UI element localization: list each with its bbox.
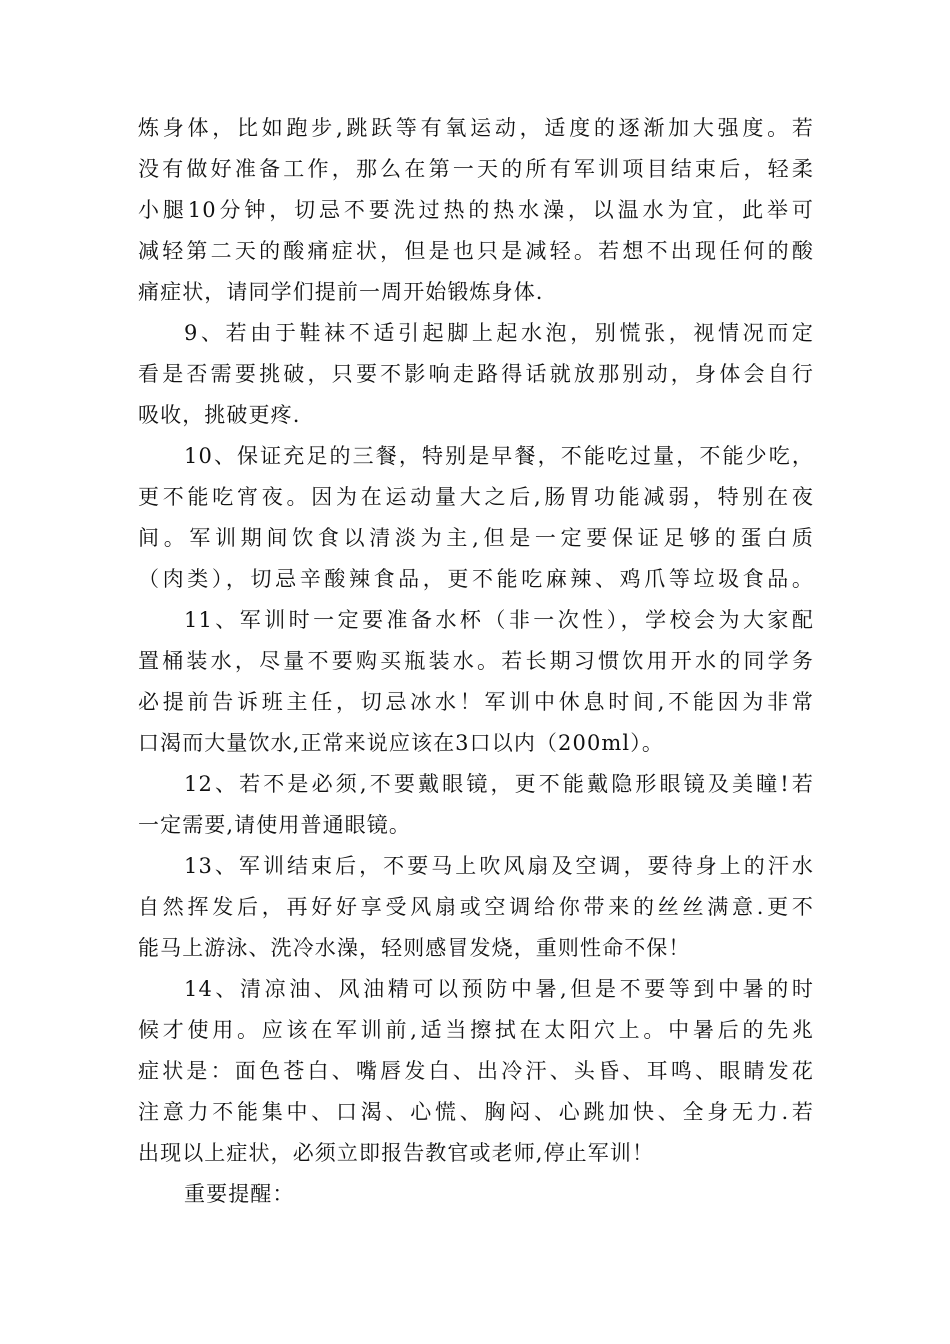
- paragraph-11-line: 11、军训时一定要准备水杯（非一次性），学校会为大家配: [184, 608, 814, 632]
- text-line: 更不能吃宵夜。因为在运动量大之后,肠胃功能减弱，特别在夜: [138, 485, 814, 509]
- text-line: 痛症状，请同学们提前一周开始锻炼身体.: [138, 280, 544, 304]
- text-line: 口渴而大量饮水,正常来说应该在3口以内（200ml）。: [138, 731, 664, 755]
- text-line: 炼身体，比如跑步,跳跃等有氧运动，适度的逐渐加大强度。若: [138, 116, 814, 140]
- text-line: 注意力不能集中、口渴、心慌、胸闷、心跳加快、全身无力.若: [138, 1100, 814, 1124]
- text-line: 没有做好准备工作，那么在第一天的所有军训项目结束后，轻柔: [138, 157, 814, 181]
- text-line: 能马上游泳、洗冷水澡，轻则感冒发烧，重则性命不保！: [138, 936, 691, 960]
- text-line: 症状是：面色苍白、嘴唇发白、出冷汗、头昏、耳鸣、眼睛发花: [138, 1059, 814, 1083]
- paragraph-9-line: 9、若由于鞋袜不适引起脚上起水泡，别慌张，视情况而定: [184, 321, 814, 345]
- text-line: 间。军训期间饮食以清淡为主,但是一定要保证足够的蛋白质: [138, 526, 814, 550]
- text-line: （肉类），切忌辛酸辣食品，更不能吃麻辣、鸡爪等垃圾食品。: [138, 567, 814, 591]
- paragraph-12-line: 12、若不是必须,不要戴眼镜，更不能戴隐形眼镜及美瞳!若: [184, 772, 814, 796]
- text-line: 置桶装水，尽量不要购买瓶装水。若长期习惯饮用开水的同学务: [138, 649, 814, 673]
- text-line: 必提前告诉班主任，切忌冰水！军训中休息时间,不能因为非常: [138, 690, 814, 714]
- text-line: 候才使用。应该在军训前,适当擦拭在太阳穴上。中暑后的先兆: [138, 1018, 814, 1042]
- text-line: 吸收，挑破更疼.: [138, 403, 301, 427]
- text-line: 一定需要,请使用普通眼镜。: [138, 813, 411, 837]
- paragraph-10-line: 10、保证充足的三餐，特别是早餐，不能吃过量，不能少吃，: [184, 444, 814, 468]
- text-line: 小腿10分钟，切忌不要洗过热的热水澡，以温水为宜，此举可: [138, 198, 814, 222]
- text-line: 出现以上症状，必须立即报告教官或老师,停止军训！: [138, 1141, 655, 1165]
- paragraph-14-line: 14、清凉油、风油精可以预防中暑,但是不要等到中暑的时: [184, 977, 814, 1001]
- important-reminder-heading: 重要提醒：: [184, 1182, 295, 1206]
- text-line: 减轻第二天的酸痛症状，但是也只是减轻。若想不出现任何的酸: [138, 239, 814, 263]
- text-line: 自然挥发后，再好好享受风扇或空调给你带来的丝丝满意.更不: [138, 895, 814, 919]
- paragraph-13-line: 13、军训结束后，不要马上吹风扇及空调，要待身上的汗水: [184, 854, 814, 878]
- document-body: [138, 108, 814, 1215]
- text-line: 看是否需要挑破，只要不影响走路得话就放那别动，身体会自行: [138, 362, 814, 386]
